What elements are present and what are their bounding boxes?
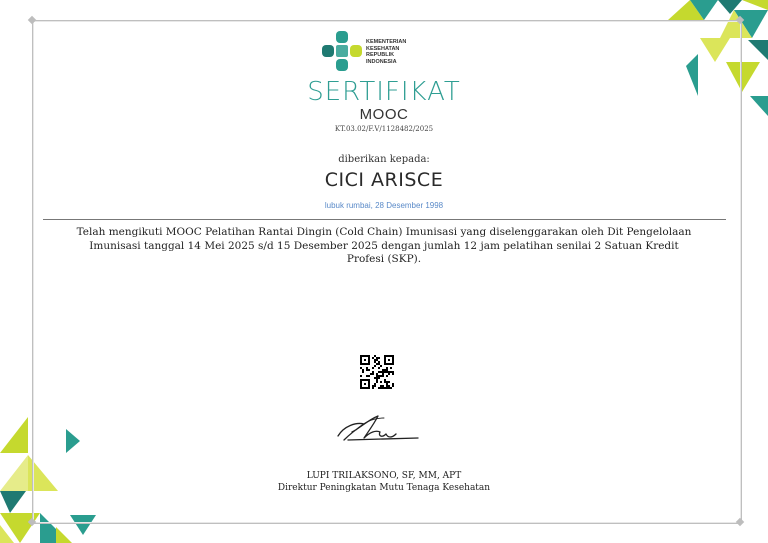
ministry-line-4: INDONESIA <box>366 58 397 65</box>
ministry-line-3: REPUBLIK <box>366 52 395 58</box>
signatory-position: Direktur Peningkatan Mutu Tenaga Kesehatan <box>277 483 491 493</box>
ministry-name <box>366 39 426 65</box>
frame-corner-bottom-right <box>736 518 744 526</box>
recipient-name: CICI ARISCE <box>324 169 444 191</box>
given-to-label: diberikan kepada: <box>338 154 430 165</box>
ministry-line-1: KEMENTERIAN <box>366 39 407 45</box>
ministry-line-2: KESEHATAN <box>366 45 400 52</box>
signatory-name: LUPI TRILAKSONO, SF, MM, APT <box>306 471 462 481</box>
ministry-logo <box>322 31 426 73</box>
certificate-title: SERTIFIKAT <box>307 77 461 107</box>
certificate-statement: Telah mengikuti MOOC Pelatihan Rantai Dingin (Cold Chain) Imunisasi yang diselenggarakan oleh Dit Pengelolaan Imunisasi tanggal 14 Mei 2025 s/d 15 Desember 2025 dengan jumlah 12 jam pelatihan senilai 2 Satuan Kredit Profesi (SKP). <box>76 226 692 265</box>
qr-code-icon <box>360 355 394 389</box>
ministry-logo-icon <box>322 31 362 73</box>
certificate-number: KT.03.02/F.V/1128482/2025 <box>334 125 434 133</box>
recipient-birth-info: lubuk rumbai, 28 Desember 1998 <box>324 201 444 210</box>
divider <box>43 219 726 220</box>
certificate-subtitle: MOOC <box>359 106 409 123</box>
signature-icon <box>334 410 424 448</box>
